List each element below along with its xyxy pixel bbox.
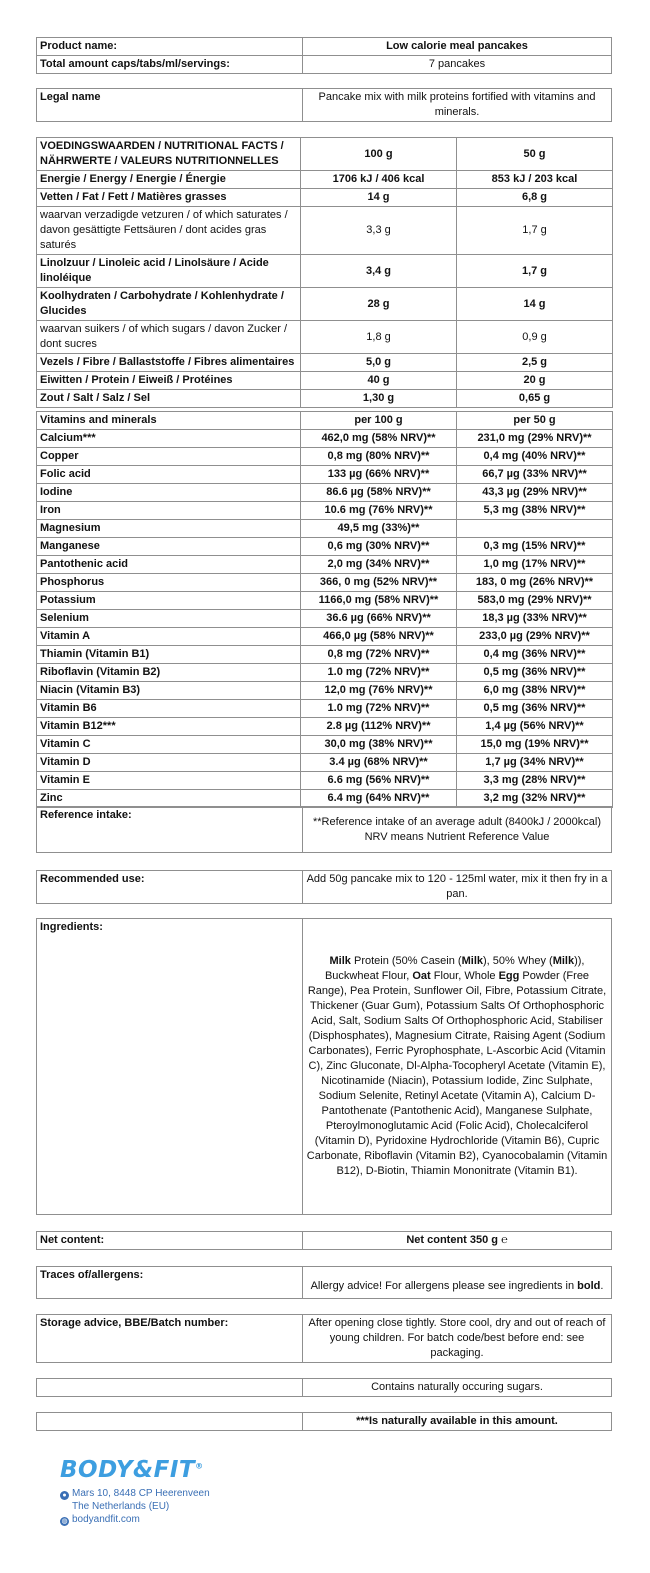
table-row — [37, 390, 613, 408]
table-row — [37, 610, 613, 628]
net-content-label: Net content: — [37, 1232, 303, 1250]
row-value-1: 49,5 mg (33%)** — [301, 520, 457, 538]
allergen-highlight: Egg — [498, 970, 520, 982]
row-value-2: 3,3 mg (28% NRV)** — [457, 772, 613, 790]
row-value-1: 40 g — [301, 372, 457, 390]
row-value-1: 133 µg (66% NRV)** — [301, 466, 457, 484]
row-label: Eiwitten / Protein / Eiweiß / Protéines — [37, 372, 301, 390]
table-row — [37, 171, 613, 189]
row-value-2: 0,9 g — [457, 321, 613, 354]
row-value-2: 18,3 µg (33% NRV)** — [457, 610, 613, 628]
table-row — [37, 718, 613, 736]
traces-table — [36, 1266, 612, 1299]
total-amount-label: Total amount caps/tabs/ml/servings: — [37, 56, 303, 74]
address-block — [60, 1487, 210, 1526]
storage-table — [36, 1314, 612, 1363]
row-value-2: 43,3 µg (29% NRV)** — [457, 484, 613, 502]
row-label: Folic acid — [37, 466, 301, 484]
row-value-1: 1,8 g — [301, 321, 457, 354]
row-label: Vezels / Fibre / Ballaststoffe / Fibres alimentaires — [37, 354, 301, 372]
row-value-1: 1.0 mg (72% NRV)** — [301, 664, 457, 682]
recommended-table — [36, 870, 612, 904]
row-value-1: 3.4 µg (68% NRV)** — [301, 754, 457, 772]
reference-label: Reference intake: — [37, 807, 303, 853]
row-label: Riboflavin (Vitamin B2) — [37, 664, 301, 682]
vitamins-header-label: Vitamins and minerals — [37, 412, 301, 430]
row-value-2: 14 g — [457, 288, 613, 321]
row-value-2: 853 kJ / 203 kcal — [457, 171, 613, 189]
row-value-2: 6,8 g — [457, 189, 613, 207]
row-value-2: 1,7 µg (34% NRV)** — [457, 754, 613, 772]
table-row — [37, 502, 613, 520]
legal-table — [36, 88, 612, 122]
storage-label: Storage advice, BBE/Batch number: — [37, 1315, 303, 1363]
globe-icon: ◍ — [61, 1518, 68, 1525]
row-label: Linolzuur / Linoleic acid / Linolsäure / Acide linoléique — [37, 255, 301, 288]
address-line1: Mars 10, 8448 CP Heerenveen — [72, 1488, 210, 1499]
address-line2: The Netherlands (EU) — [72, 1501, 170, 1512]
row-value-1: 0,8 mg (72% NRV)** — [301, 646, 457, 664]
row-value-1: 0,8 mg (80% NRV)** — [301, 448, 457, 466]
row-value-1: 1,30 g — [301, 390, 457, 408]
row-value-1: 1.0 mg (72% NRV)** — [301, 700, 457, 718]
row-value-2: 2,5 g — [457, 354, 613, 372]
row-value-2 — [457, 520, 613, 538]
row-label: Manganese — [37, 538, 301, 556]
row-value-1: 466,0 µg (58% NRV)** — [301, 628, 457, 646]
allergen-highlight: Milk — [461, 955, 483, 967]
table-row — [37, 372, 613, 390]
ingredients-table — [36, 918, 612, 1215]
row-label: Pantothenic acid — [37, 556, 301, 574]
natural-note-table — [36, 1412, 612, 1431]
row-value-2: 0,4 mg (40% NRV)** — [457, 448, 613, 466]
nutrition-col-50g: 50 g — [457, 138, 613, 171]
row-value-1: 3,3 g — [301, 207, 457, 255]
row-label: Vitamin B12*** — [37, 718, 301, 736]
row-value-1: 1166,0 mg (58% NRV)** — [301, 592, 457, 610]
ingredients-text-segment: )), Buckwheat Flour, — [324, 955, 585, 982]
row-label: Thiamin (Vitamin B1) — [37, 646, 301, 664]
row-value-2: 0,3 mg (15% NRV)** — [457, 538, 613, 556]
row-value-2: 20 g — [457, 372, 613, 390]
row-label: Niacin (Vitamin B3) — [37, 682, 301, 700]
row-value-2: 1,7 g — [457, 207, 613, 255]
table-row — [37, 682, 613, 700]
legal-name-value: Pancake mix with milk proteins fortified with vitamins and minerals. — [303, 89, 612, 122]
net-content-table — [36, 1231, 612, 1250]
row-value-1: 14 g — [301, 189, 457, 207]
row-value-1: 366, 0 mg (52% NRV)** — [301, 574, 457, 592]
row-label: Vetten / Fat / Fett / Matières grasses — [37, 189, 301, 207]
row-value-1: 36.6 µg (66% NRV)** — [301, 610, 457, 628]
table-row — [37, 736, 613, 754]
reference-line1: **Reference intake of an average adult (8400kJ / 2000kcal) — [312, 815, 601, 828]
vitamins-table — [36, 411, 613, 808]
total-amount-value: 7 pancakes — [303, 56, 612, 74]
row-label: Vitamin B6 — [37, 700, 301, 718]
brand-logo: BODY&FIT® — [60, 1457, 204, 1483]
table-row — [37, 321, 613, 354]
product-name-value: Low calorie meal pancakes — [303, 38, 612, 56]
recommended-value: Add 50g pancake mix to 120 - 125ml water, mix it then fry in a pan. — [303, 871, 612, 904]
natural-note: ***Is naturally available in this amount. — [303, 1413, 612, 1431]
row-value-2: 1,0 mg (17% NRV)** — [457, 556, 613, 574]
legal-name-label: Legal name — [37, 89, 303, 122]
row-label: Magnesium — [37, 520, 301, 538]
nutrition-table — [36, 137, 613, 408]
row-value-2: 233,0 µg (29% NRV)** — [457, 628, 613, 646]
row-value-2: 6,0 mg (38% NRV)** — [457, 682, 613, 700]
vitamins-col-50g: per 50 g — [457, 412, 613, 430]
row-value-1: 1706 kJ / 406 kcal — [301, 171, 457, 189]
row-value-1: 6.6 mg (56% NRV)** — [301, 772, 457, 790]
row-value-2: 183, 0 mg (26% NRV)** — [457, 574, 613, 592]
allergen-highlight: Milk — [329, 955, 351, 967]
table-row — [37, 772, 613, 790]
row-value-1: 3,4 g — [301, 255, 457, 288]
row-value-1: 5,0 g — [301, 354, 457, 372]
ingredients-text-segment: Flour, Whole — [430, 970, 499, 982]
row-label: Selenium — [37, 610, 301, 628]
row-label: Iron — [37, 502, 301, 520]
location-icon: ● — [60, 1491, 69, 1500]
ingredients-value — [303, 919, 612, 1215]
row-value-2: 3,2 mg (32% NRV)** — [457, 790, 613, 808]
row-value-2: 66,7 µg (33% NRV)** — [457, 466, 613, 484]
table-row — [37, 288, 613, 321]
table-row — [37, 790, 613, 808]
row-value-2: 231,0 mg (29% NRV)** — [457, 430, 613, 448]
sugars-note-blank — [37, 1379, 303, 1397]
table-row — [37, 592, 613, 610]
traces-value — [303, 1267, 612, 1299]
table-row — [37, 189, 613, 207]
row-label: Vitamin A — [37, 628, 301, 646]
row-label: Potassium — [37, 592, 301, 610]
table-row — [37, 754, 613, 772]
row-label: Calcium*** — [37, 430, 301, 448]
sugars-note: Contains naturally occuring sugars. — [303, 1379, 612, 1397]
vitamins-col-100g: per 100 g — [301, 412, 457, 430]
website-link[interactable]: bodyandfit.com — [72, 1514, 140, 1525]
row-label: Phosphorus — [37, 574, 301, 592]
ingredients-text-segment: Powder (Free Range), Pea Protein, Sunflower Oil, Fibre, Potassium Citrate, Thickener (Guar Gum), Potassium Salts Of Orthophosphoric Acid, Salt, Sodium Salts Of Orthophosphoric Acid, Stabiliser (Disphosphates), Magnesium Citrate, Raising Agent (Sodium Carbonates), Ferric Pyrophosphate, L-Ascorbic Acid (Vitamin C), Zinc Gluconate, Dl-Alpha-Tocopheryl Acetate (Vitamin E), Nicotinamide (Niacin), Potassium Iodide, Zinc Sulphate, Sodium Selenite, Retinyl Acetate (Vitamin A), Calcium D-Pantothenate (Pantothenic Acid), Manganese Sulphate, Pteroylmonoglutamic Acid (Folic Acid), Cholecalciferol (Vitamin D), Pyridoxine Hydrochloride (Vitamin B6), Cupric Carbonate, Riboflavin (Vitamin B2), Cyanocobalamin (Vitamin B12), D-Biotin, Thiamin Mononitrate (Vitamin B1). — [306, 970, 608, 1177]
row-value-1: 28 g — [301, 288, 457, 321]
traces-text-post: . — [600, 1280, 604, 1292]
traces-label: Traces of/allergens: — [37, 1267, 303, 1299]
row-label: Iodine — [37, 484, 301, 502]
row-value-1: 12,0 mg (76% NRV)** — [301, 682, 457, 700]
row-label: Vitamin D — [37, 754, 301, 772]
row-label: Energie / Energy / Energie / Énergie — [37, 171, 301, 189]
row-value-2: 0,65 g — [457, 390, 613, 408]
row-label: Copper — [37, 448, 301, 466]
row-label: Zout / Salt / Salz / Sel — [37, 390, 301, 408]
natural-note-blank — [37, 1413, 303, 1431]
nutrition-header-label: VOEDINGSWAARDEN / NUTRITIONAL FACTS / NÄHRWERTE / VALEURS NUTRITIONNELLES — [37, 138, 301, 171]
reference-table — [36, 806, 612, 853]
row-label: Koolhydraten / Carbohydrate / Kohlenhydrate / Glucides — [37, 288, 301, 321]
recommended-label: Recommended use: — [37, 871, 303, 904]
reference-value — [303, 807, 612, 853]
row-value-2: 0,5 mg (36% NRV)** — [457, 700, 613, 718]
storage-value: After opening close tightly. Store cool, dry and out of reach of young children. For batch code/best before end: see packaging. — [303, 1315, 612, 1363]
row-value-2: 0,4 mg (36% NRV)** — [457, 646, 613, 664]
row-value-1: 0,6 mg (30% NRV)** — [301, 538, 457, 556]
table-row — [37, 646, 613, 664]
row-value-2: 5,3 mg (38% NRV)** — [457, 502, 613, 520]
row-value-2: 0,5 mg (36% NRV)** — [457, 664, 613, 682]
row-label: waarvan verzadigde vetzuren / of which saturates / davon gesättigte Fettsäuren / dont acides gras saturés — [37, 207, 301, 255]
row-value-2: 1,4 µg (56% NRV)** — [457, 718, 613, 736]
row-value-1: 462,0 mg (58% NRV)** — [301, 430, 457, 448]
row-value-2: 583,0 mg (29% NRV)** — [457, 592, 613, 610]
ingredients-text-segment: Protein (50% Casein ( — [350, 955, 462, 967]
allergen-highlight: Milk — [552, 955, 575, 967]
table-row — [37, 207, 613, 255]
brand-name: BODY&FIT — [60, 1457, 196, 1483]
row-label: Zinc — [37, 790, 301, 808]
table-row — [37, 466, 613, 484]
table-row — [37, 700, 613, 718]
ingredients-text-segment: ), 50% Whey ( — [483, 955, 553, 967]
row-label: Vitamin C — [37, 736, 301, 754]
row-value-1: 2,0 mg (34% NRV)** — [301, 556, 457, 574]
product-table — [36, 37, 612, 74]
table-row — [37, 574, 613, 592]
traces-text-pre: Allergy advice! For allergens please see ingredients in — [310, 1280, 578, 1292]
reference-line2: NRV means Nutrient Reference Value — [364, 830, 550, 843]
nutrition-col-100g: 100 g — [301, 138, 457, 171]
table-row — [37, 430, 613, 448]
net-content-value: Net content 350 g ℮ — [303, 1232, 612, 1250]
row-label: Vitamin E — [37, 772, 301, 790]
row-label: waarvan suikers / of which sugars / davon Zucker / dont sucres — [37, 321, 301, 354]
row-value-2: 15,0 mg (19% NRV)** — [457, 736, 613, 754]
row-value-1: 10.6 mg (76% NRV)** — [301, 502, 457, 520]
brand-footer — [60, 1457, 210, 1526]
table-row — [37, 448, 613, 466]
table-row — [37, 556, 613, 574]
table-row — [37, 538, 613, 556]
ingredients-label: Ingredients: — [37, 919, 303, 1215]
row-value-2: 1,7 g — [457, 255, 613, 288]
table-row — [37, 484, 613, 502]
table-row — [37, 255, 613, 288]
row-value-1: 86.6 µg (58% NRV)** — [301, 484, 457, 502]
product-name-label: Product name: — [37, 38, 303, 56]
table-row — [37, 354, 613, 372]
traces-text-bold: bold — [577, 1280, 601, 1292]
table-row — [37, 664, 613, 682]
table-row — [37, 628, 613, 646]
row-value-1: 30,0 mg (38% NRV)** — [301, 736, 457, 754]
sugars-note-table — [36, 1378, 612, 1397]
allergen-highlight: Oat — [412, 970, 431, 982]
row-value-1: 2.8 µg (112% NRV)** — [301, 718, 457, 736]
row-value-1: 6.4 mg (64% NRV)** — [301, 790, 457, 808]
table-row — [37, 520, 613, 538]
